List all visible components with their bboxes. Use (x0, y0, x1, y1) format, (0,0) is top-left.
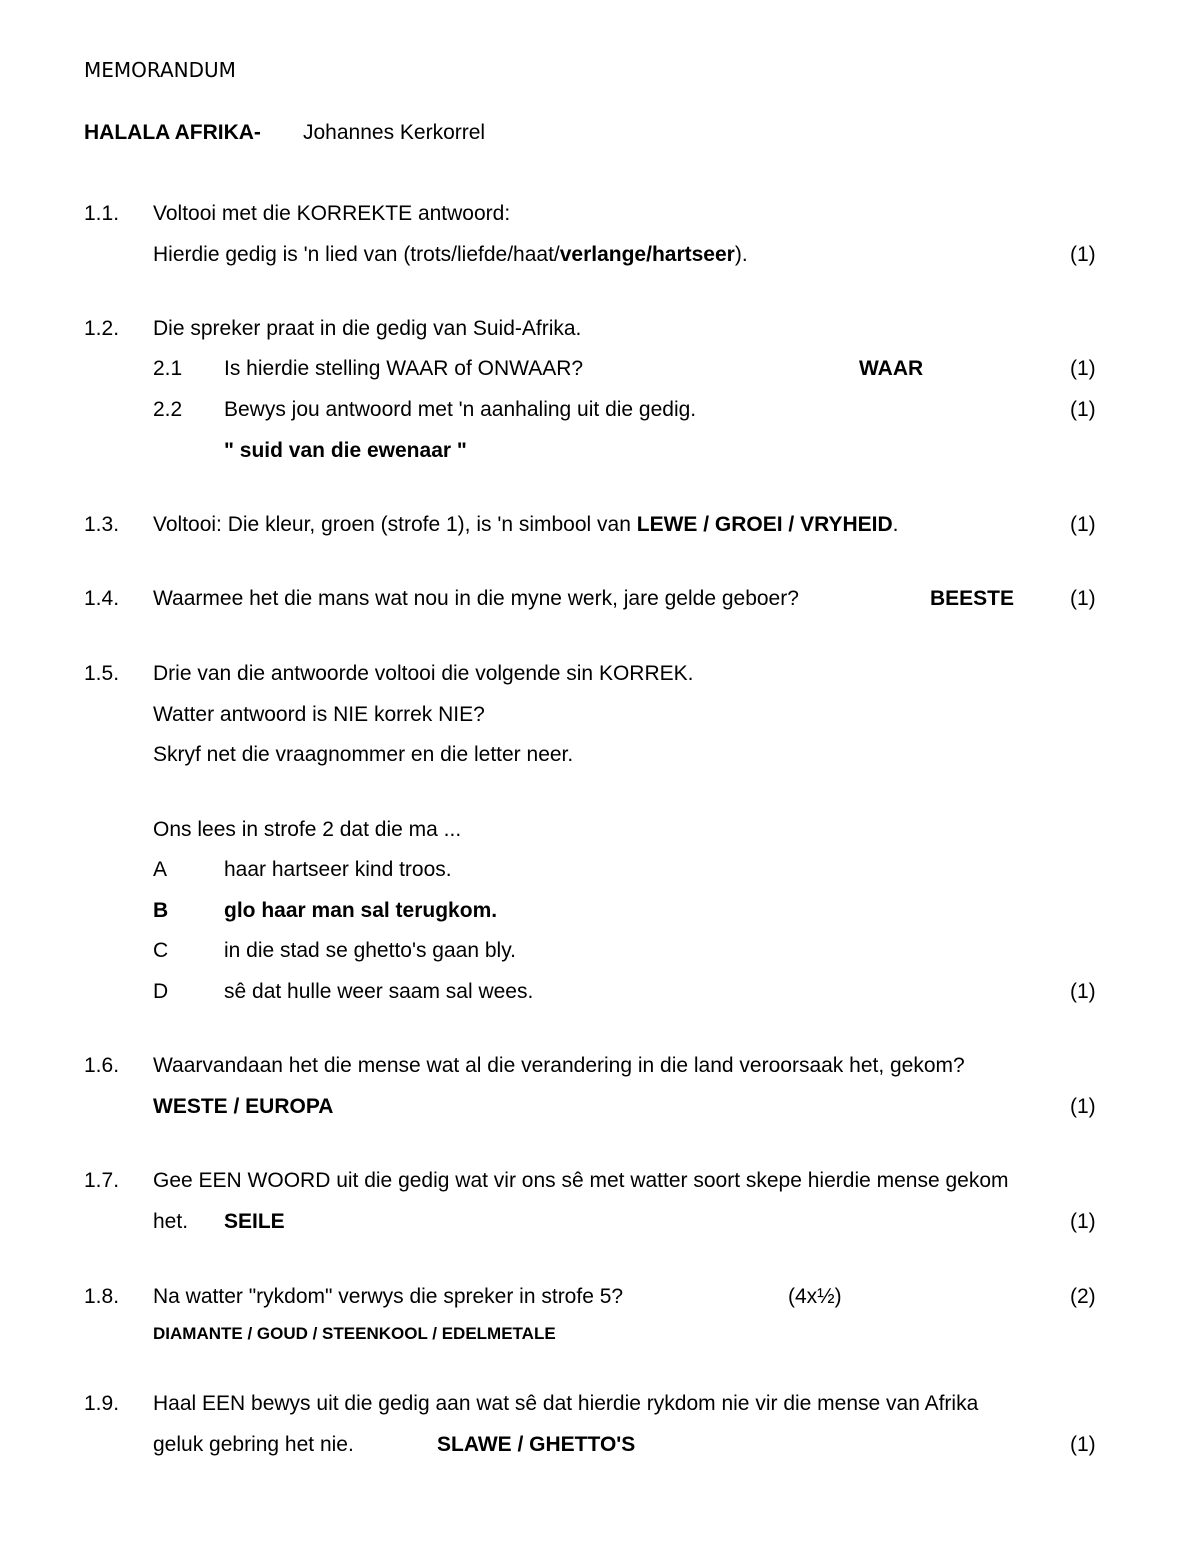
marks: (1) (1070, 243, 1096, 266)
question-text-continued: het. (153, 1210, 189, 1233)
question-text-pre: Voltooi: Die kleur, groen (strofe 1), is 'n simbool van (153, 513, 637, 536)
marks: (1) (1070, 1433, 1096, 1456)
question-number: 1.5. (84, 662, 120, 685)
question-number: 1.6. (84, 1054, 120, 1077)
question-text: Skryf net die vraagnommer en die letter neer. (153, 743, 574, 766)
question-text: Drie van die antwoorde voltooi die volgende sin KORREK. (153, 662, 694, 685)
sub-question-text: Bewys jou antwoord met 'n aanhaling uit die gedig. (224, 398, 697, 421)
page-title: MEMORANDUM (84, 58, 236, 82)
option-text-answer: glo haar man sal terugkom. (224, 899, 498, 922)
question-number: 1.9. (84, 1392, 120, 1415)
marks: (1) (1070, 513, 1096, 536)
answer: verlange/hartseer (559, 243, 735, 266)
marks: (1) (1070, 980, 1096, 1003)
question-line-pre: Hierdie gedig is 'n lied van (trots/liefde/haat/ (153, 243, 560, 266)
answer: SEILE (224, 1210, 285, 1233)
question-line (153, 244, 748, 265)
question-text-continued: geluk gebring het nie. (153, 1433, 354, 1456)
question-text: Waarvandaan het die mense wat al die verandering in die land veroorsaak het, gekom? (153, 1054, 965, 1077)
answer: WESTE / EUROPA (153, 1095, 334, 1118)
marks: (1) (1070, 1095, 1096, 1118)
question-number: 1.8. (84, 1285, 120, 1308)
poem-author: Johannes Kerkorrel (303, 121, 486, 144)
answer: WAAR (859, 357, 924, 380)
mark-allocation-note: (4x½) (788, 1285, 842, 1308)
marks: (1) (1070, 398, 1096, 421)
question-text: Die spreker praat in die gedig van Suid-Afrika. (153, 317, 582, 340)
question-stem: Ons lees in strofe 2 dat die ma ... (153, 818, 462, 841)
answer: SLAWE / GHETTO'S (437, 1433, 636, 1456)
answer: " suid van die ewenaar " (224, 439, 467, 462)
option-letter: A (153, 858, 168, 881)
question-text (153, 514, 899, 535)
marks: (1) (1070, 587, 1096, 610)
question-number: 1.7. (84, 1169, 120, 1192)
option-letter: D (153, 980, 169, 1003)
answer: LEWE / GROEI / VRYHEID (636, 513, 893, 536)
question-text: Watter antwoord is NIE korrek NIE? (153, 703, 485, 726)
answer: DIAMANTE / GOUD / STEENKOOL / EDELMETALE (153, 1324, 556, 1343)
marks: (2) (1070, 1285, 1096, 1308)
sub-question-number: 2.1 (153, 357, 183, 380)
marks: (1) (1070, 1210, 1096, 1233)
answer: BEESTE (930, 587, 1015, 610)
question-number: 1.2. (84, 317, 120, 340)
question-line-post: ). (734, 243, 748, 266)
question-text: Gee EEN WOORD uit die gedig wat vir ons sê met watter soort skepe hierdie mense gekom (153, 1169, 1009, 1192)
question-number: 1.1. (84, 202, 120, 225)
option-text: sê dat hulle weer saam sal wees. (224, 980, 534, 1003)
question-text: Voltooi met die KORREKTE antwoord: (153, 202, 511, 225)
question-text-post: . (892, 513, 899, 536)
sub-question-number: 2.2 (153, 398, 183, 421)
option-letter: C (153, 939, 169, 962)
question-number: 1.4. (84, 587, 120, 610)
question-text: Na watter "rykdom" verwys die spreker in strofe 5? (153, 1285, 624, 1308)
poem-title: HALALA AFRIKA- (84, 121, 261, 144)
option-letter-answer: B (153, 899, 169, 922)
marks: (1) (1070, 357, 1096, 380)
sub-question-text: Is hierdie stelling WAAR of ONWAAR? (224, 357, 584, 380)
question-text: Waarmee het die mans wat nou in die myne werk, jare gelde geboer? (153, 587, 799, 610)
option-text: in die stad se ghetto's gaan bly. (224, 939, 516, 962)
question-text: Haal EEN bewys uit die gedig aan wat sê dat hierdie rykdom nie vir die mense van Afrika (153, 1392, 979, 1415)
option-text: haar hartseer kind troos. (224, 858, 452, 881)
question-number: 1.3. (84, 513, 120, 536)
